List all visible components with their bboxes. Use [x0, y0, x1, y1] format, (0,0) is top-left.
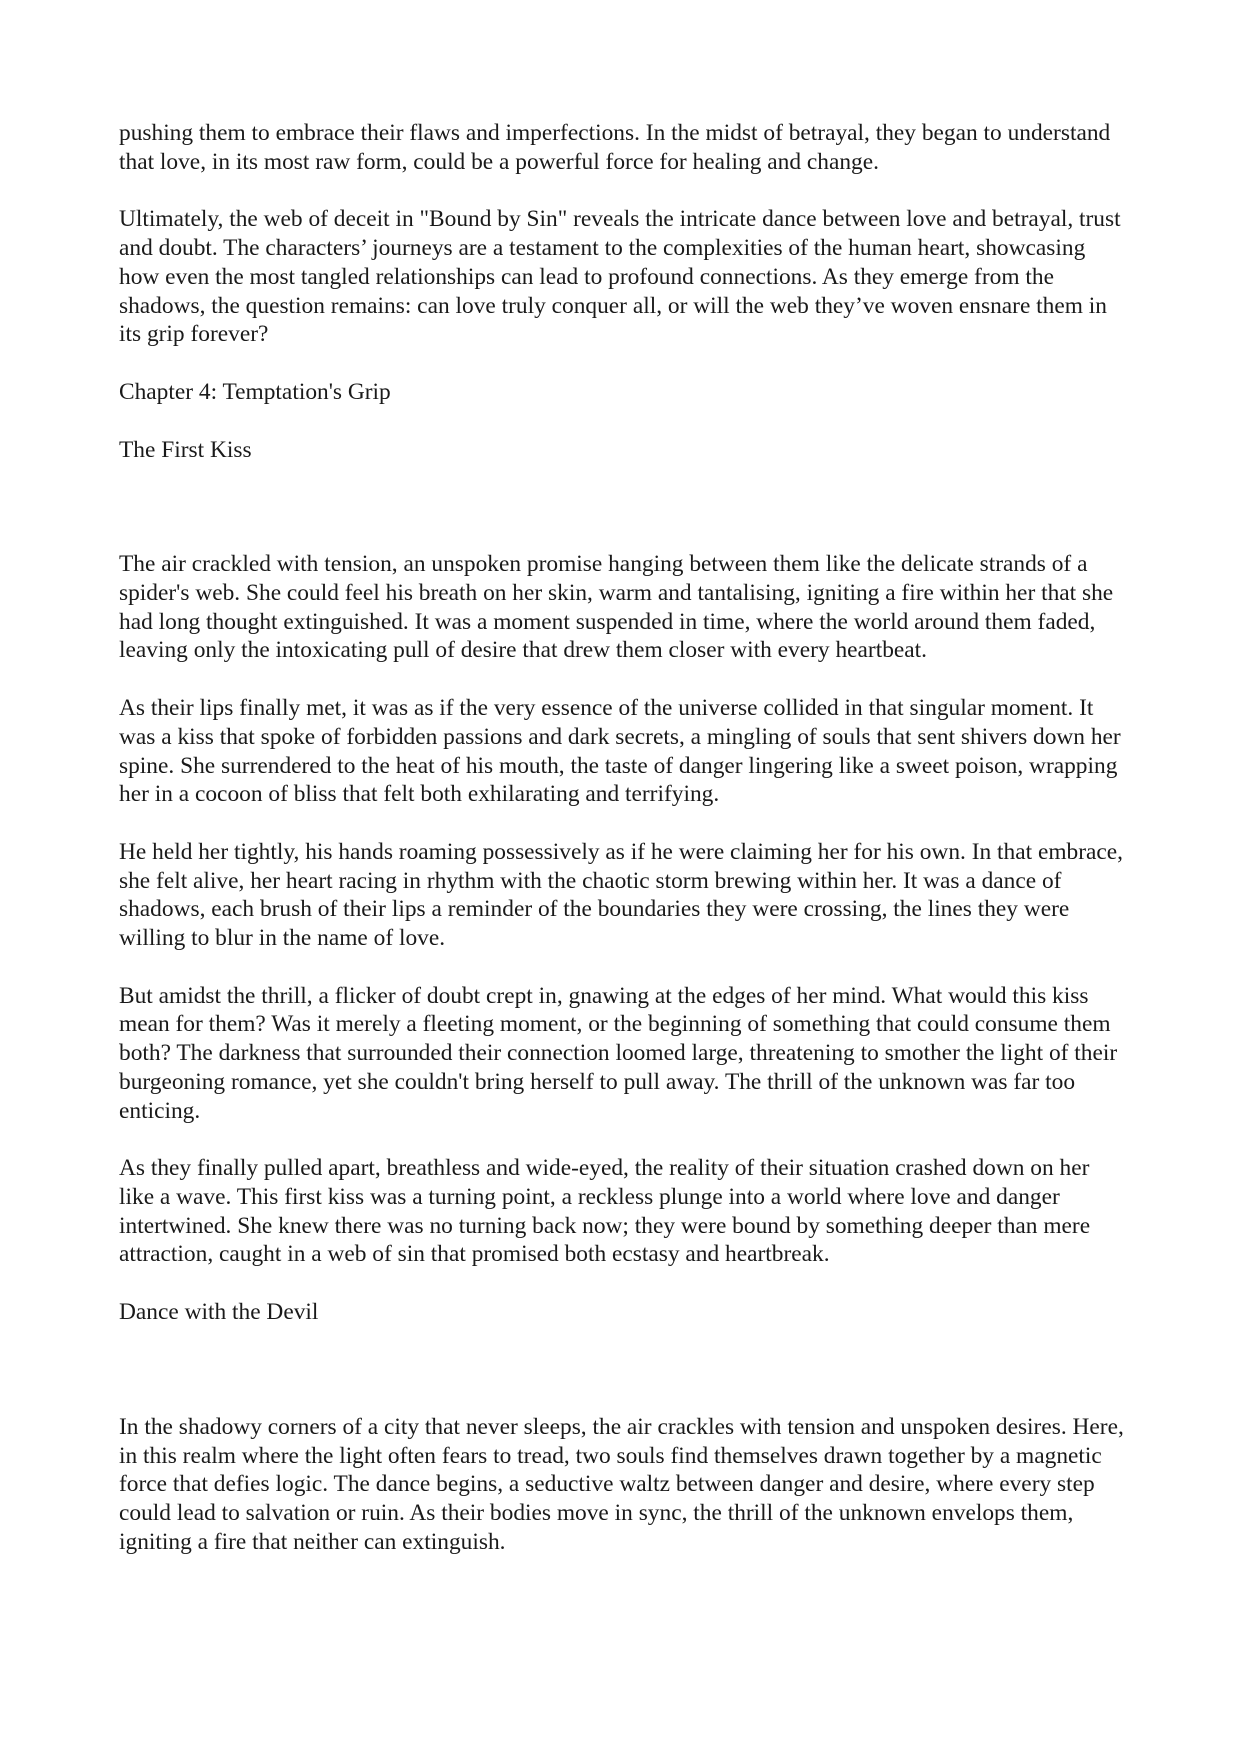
body-paragraph: Ultimately, the web of deceit in "Bound by Sin" reveals the intricate dance between love and betrayal, trust and doubt. The characters’ journeys are a testament to the complexities of the human heart, showcasing how even the most tangled relationships can lead to profound connections. As they emerge from the shadows, the question remains: can love truly conquer all, or will the web they’ve woven ensnare them in its grip forever?	[119, 206, 1121, 348]
body-paragraph: In the shadowy corners of a city that never sleeps, the air crackles with tension and unspoken desires. Here, in this realm where the light often fears to tread, two souls find themselves drawn together by a magnetic force that defies logic. The dance begins, a seductive waltz between danger and desire, where every step could lead to salvation or ruin. As their bodies move in sync, the thrill of the unknown envelops them, igniting a fire that neither can extinguish.	[119, 1413, 1124, 1555]
body-paragraph: He held her tightly, his hands roaming possessively as if he were claiming her for his own. In that embrace, she felt alive, her heart racing in rhythm with the chaotic storm brewing within her. It was a dance of shadows, each brush of their lips a reminder of the boundaries they were crossing, the lines they were willing to blur in the name of love.	[119, 838, 1124, 952]
chapter-heading: Chapter 4: Temptation's Grip	[119, 378, 391, 405]
section-heading: The First Kiss	[119, 436, 252, 463]
body-paragraph: As they finally pulled apart, breathless and wide-eyed, the reality of their situation crashed down on her like a wave. This first kiss was a turning point, a reckless plunge into a world where love and danger intertwined. She knew there was no turning back now; they were bound by something deeper than mere attraction, caught in a web of sin that promised both ecstasy and heartbreak.	[119, 1155, 1091, 1268]
body-paragraph: The air crackled with tension, an unspoken promise hanging between them like the delicate strands of a spider's web. She could feel his breath on her skin, warm and tantalising, igniting a fire within her that she had long thought extinguished. It was a moment suspended in time, where the world around them faded, leaving only the intoxicating pull of desire that drew them closer with every heartbeat.	[119, 551, 1114, 664]
body-paragraph: But amidst the thrill, a flicker of doubt crept in, gnawing at the edges of her mind. What would this kiss mean for them? Was it merely a fleeting moment, or the beginning of something that could consume them both? The darkness that surrounded their connection loomed large, threatening to smother the light of their burgeoning romance, yet she couldn't bring herself to pull away. The thrill of the unknown was far too enticing.	[119, 982, 1118, 1124]
body-paragraph: As their lips finally met, it was as if the very essence of the universe collided in that singular moment. It was a kiss that spoke of forbidden passions and dark secrets, a mingling of souls that sent shivers down her spine. She surrendered to the heat of his mouth, the taste of danger lingering like a sweet poison, wrapping her in a cocoon of bliss that felt both exhilarating and terrifying.	[119, 695, 1121, 808]
body-paragraph: pushing them to embrace their flaws and imperfections. In the midst of betrayal, they began to understand that love, in its most raw form, could be a powerful force for healing and change.	[119, 120, 1111, 175]
section-heading: Dance with the Devil	[119, 1299, 319, 1326]
document-body	[119, 119, 1129, 1585]
